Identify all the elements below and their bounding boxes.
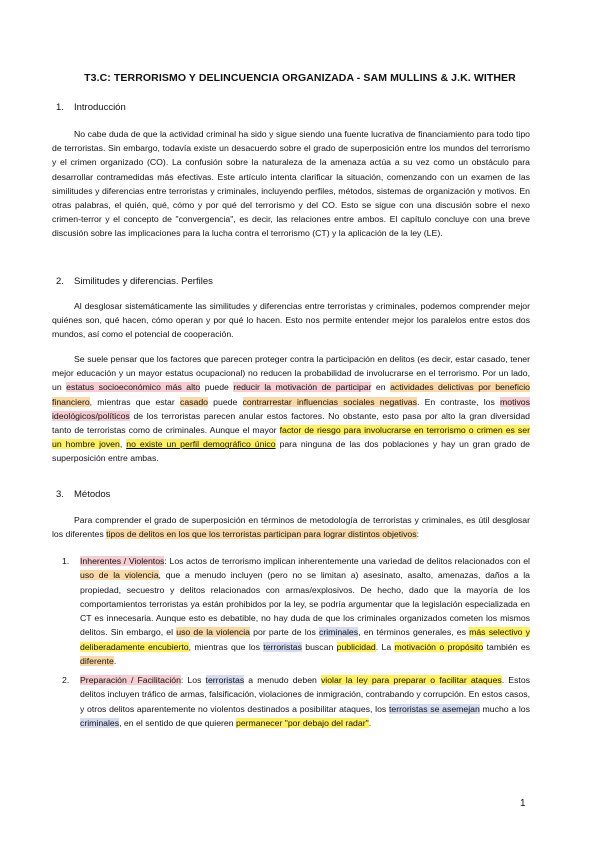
- highlight-orange: tipos de delitos en los que los terroristas participan para lograr distintos objetivos: [106, 529, 417, 540]
- section-number: 3.: [56, 489, 64, 500]
- text-run: , mientras que los: [188, 641, 264, 652]
- highlight-yellow-underlined: no existe un perfil demográfico único: [126, 439, 276, 450]
- metodos-paragraph-1: [52, 513, 530, 541]
- text-run: : Los actos de terrorismo implican inherentemente una variedad de delitos relacionados con el: [164, 556, 530, 566]
- text-run: mucho a los: [479, 703, 530, 714]
- highlight-pink: motivos ideológicos/políticos: [52, 396, 530, 421]
- text-run: puede: [200, 382, 234, 393]
- text-run: , que a menudo incluyen (pero no se limitan a) asesinato, asalto, amenazas, daños a la propiedad, secuestro y delitos relacionados con armas/explosivos. De hecho, dado que la mayoría de los comportamientos terroristas ya están prohibidos por la ley, se podría argumentar que la legislación especializada en CT es innecesaria. Aunque esto es debatible, no hay duda de que los criminales organizados cometen los mismos delitos. Sin embargo, el: [80, 570, 530, 638]
- document-title: T3.C: TERRORISMO Y DELINCUENCIA ORGANIZADA - SAM MULLINS & J.K. WITHER: [84, 72, 516, 84]
- text-run: buscan: [301, 641, 337, 652]
- highlight-yellow: más selectivo y deliberadamente encubierto: [80, 627, 531, 652]
- highlight-pink: Inherentes / Violentos: [80, 556, 165, 566]
- text-run: : Los: [180, 675, 206, 685]
- highlight-yellow: publicidad: [336, 641, 376, 652]
- section-title: Similitudes y diferencias. Perfiles: [74, 276, 213, 287]
- highlight-blue: criminales: [80, 717, 120, 728]
- similitudes-paragraph-2: [52, 352, 530, 466]
- highlight-blue: terroristas: [263, 641, 302, 652]
- section-title: Introducción: [74, 102, 126, 113]
- section-number: 1.: [56, 102, 64, 113]
- page-number: 1: [520, 798, 526, 809]
- highlight-blue: terroristas: [205, 675, 245, 685]
- text-run: :: [416, 529, 420, 540]
- text-run: , mientras que estar: [89, 396, 180, 407]
- text-run: ,: [119, 439, 127, 450]
- highlight-orange: uso de la violencia: [176, 627, 250, 638]
- text-run: . En contraste, los: [416, 396, 501, 407]
- text-run: , en el sentido de que quieren: [119, 717, 236, 728]
- text-run: , en términos generales, es: [358, 627, 470, 638]
- list-number: 2.: [62, 675, 70, 685]
- highlight-pink: estatus socioeconómico más alto: [66, 382, 201, 393]
- list-number: 1.: [62, 556, 70, 566]
- highlight-yellow: factor de riesgo para involucrarse en terrorismo o crimen es ser un hombre joven: [52, 425, 530, 450]
- highlight-blue: criminales: [319, 627, 359, 638]
- section-heading-similitudes: [56, 276, 213, 287]
- text-run: .: [368, 717, 372, 728]
- highlight-blue: terroristas se asemejan: [388, 703, 480, 714]
- text-run: de los terroristas parecen anular estos factores. No obstante, esto pasa por alto la gran diversidad tanto de terroristas como de criminales. Aunque el mayor: [52, 410, 530, 436]
- similitudes-text-1: Al desglosar sistemáticamente las similitudes y diferencias entre terroristas y criminales, podemos comprender mejor quiénes son, qué hacen, cómo operan y por qué lo hacen. Esto nos permite entender mejor los paralelos entre estos dos mundos, así como el potencial de cooperación.: [52, 301, 530, 340]
- intro-paragraph: [52, 127, 530, 241]
- section-heading-metodos: [56, 489, 110, 500]
- text-run: . La: [375, 641, 395, 652]
- text-run: Para comprender el grado de superposición en términos de metodología de terroristas y criminales, es útil desglosar los diferentes: [52, 515, 530, 540]
- list-item: [62, 554, 531, 668]
- highlight-pink: Preparación / Facilitación: [80, 675, 181, 685]
- text-run: Se suele pensar que los factores que parecen proteger contra la participación en delitos (es decir, estar casado, tener mejor educación y un mayor estatus ocupacional) no reducen la probabilidad de involucrarse en el terrorismo. Por un lado, un: [52, 354, 530, 393]
- highlight-yellow: permanecer "por debajo del radar": [236, 717, 369, 728]
- list-item: [62, 673, 531, 730]
- text-run: a menudo deben: [244, 675, 321, 685]
- highlight-orange: actividades delictivas por beneficio financiero: [52, 382, 531, 407]
- text-run: .: [113, 656, 117, 667]
- highlight-yellow: violar la ley para preparar o facilitar ataques: [320, 675, 502, 685]
- similitudes-paragraph-1: [52, 299, 530, 342]
- section-title: Métodos: [74, 489, 111, 500]
- text-run: puede: [207, 396, 243, 407]
- text-run: . Estos delitos incluyen tráfico de armas, falsificación, violaciones de inmigración, contrabando y corrupción. En estos casos, y otros delitos aparentemente no violentos destinados a posibilitar ataques, los: [80, 675, 531, 714]
- text-run: por parte de los: [250, 627, 319, 638]
- highlight-pink: reducir la motivación de participar: [233, 382, 372, 393]
- highlight-orange: casado: [179, 396, 208, 407]
- section-number: 2.: [56, 276, 64, 287]
- highlight-orange: diferente: [80, 656, 114, 667]
- intro-text: No cabe duda de que la actividad criminal ha sido y sigue siendo una fuente lucrativa de financiamiento para todo tipo de terroristas. Sin embargo, todavía existe un desacuerdo sobre el grado de superposición entre los mundos del terrorismo y el crimen organizado (CO). La confusión sobre la naturaleza de la amenaza actúa a su vez como un obstáculo para desarrollar contramedidas más efectivas. Este artículo intenta clarificar la situación, comenzando con un examen de las similitudes y diferencias entre terroristas y criminales, incluyendo perfiles, métodos, sistemas de organización y motivos. En otras palabras, el quién, qué, cómo y por qué del terrorismo y del CO. Esto se sigue con una discusión sobre el nexo crimen-terror y el concepto de "convergencia", es decir, las relaciones entre ambos. El capítulo concluye con una breve discusión sobre las implicaciones para la lucha contra el terrorismo (CT) y la aplicación de la ley (LE).: [52, 129, 530, 239]
- highlight-orange: uso de la violencia: [80, 570, 159, 581]
- highlight-orange: contrarrestar influencias sociales negativas: [242, 396, 417, 407]
- text-run: en: [371, 382, 391, 393]
- text-run: también es: [483, 641, 531, 652]
- highlight-yellow: motivación o propósito: [394, 641, 484, 652]
- section-heading-introduccion: [56, 102, 126, 113]
- text-run: para ninguna de las dos poblaciones y hay un gran grado de superposición entre ambas.: [52, 439, 530, 464]
